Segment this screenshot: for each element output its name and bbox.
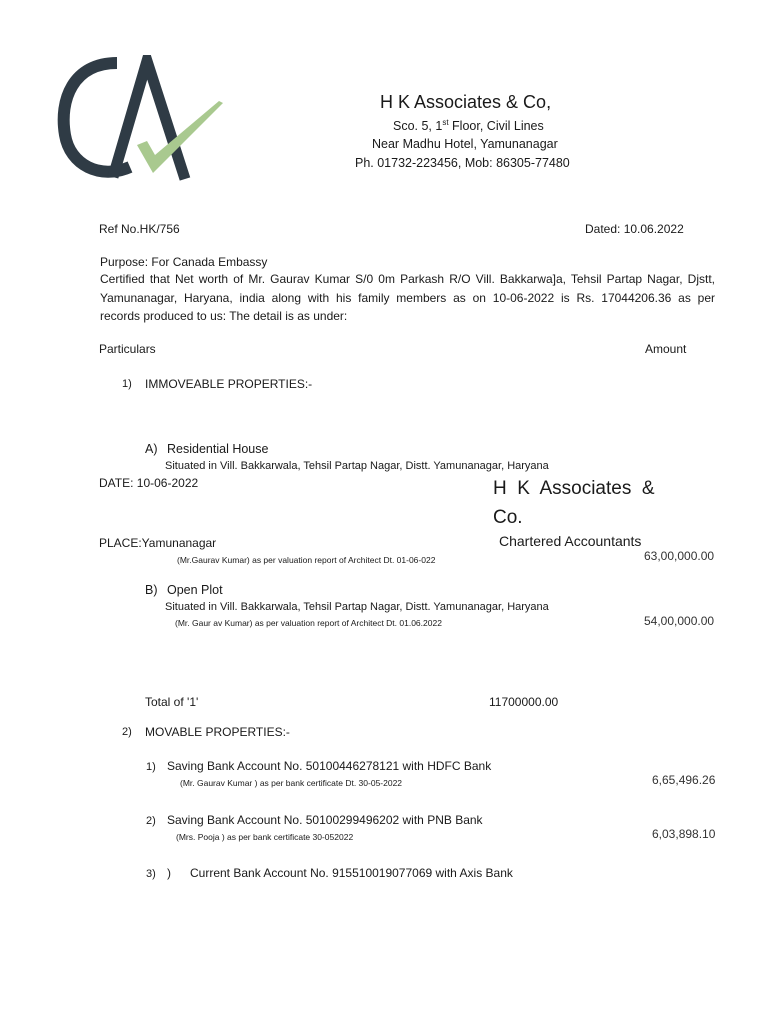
movable-item-2-amount: 6,03,898.10: [652, 827, 716, 841]
section2-number: 2): [122, 726, 132, 738]
movable-item-2-number: 2): [146, 815, 156, 827]
itemB-amount: 54,00,000.00: [644, 614, 715, 628]
movable-item-3-paren: ): [167, 866, 171, 880]
itemA-title: Residential House: [167, 442, 269, 456]
overlay-place: PLACE:Yamunanagar: [99, 536, 217, 550]
certification-line-1: Certified that Net worth of Mr. Gaurav Kumar S/0 0m Parkash R/O Vill. Bakkarwa]a, Tehsil Partap Nagar, Djstt,: [100, 272, 715, 286]
itemA-location: Situated in Vill. Bakkarwala, Tehsil Partap Nagar, Distt. Yamunanagar, Haryana: [165, 460, 549, 472]
firm-phone: Ph. 01732-223456, Mob: 86305-77480: [355, 156, 570, 170]
movable-item-2-title: Saving Bank Account No. 50100299496202 with PNB Bank: [167, 813, 483, 827]
movable-item-1-amount: 6,65,496.26: [652, 773, 716, 787]
movable-item-3-number: 3): [146, 868, 156, 880]
dated: Dated: 10.06.2022: [585, 222, 684, 236]
overlay-firm-line3: Chartered Accountants: [499, 533, 642, 549]
ref-number: Ref No.HK/756: [99, 222, 180, 236]
itemB-label: B): [145, 583, 158, 597]
firm-address-line2: Near Madhu Hotel, Yamunanagar: [372, 137, 558, 151]
certification-line-2: Yamunanagar, Haryana, india along with his family members as on 10-06-2022 is Rs. 17044206.36 as per: [100, 291, 715, 305]
address-superscript: st: [442, 118, 449, 127]
purpose: Purpose: For Canada Embassy: [100, 255, 268, 269]
itemB-note: (Mr. Gaur av Kumar) as per valuation report of Architect Dt. 01.06.2022: [175, 618, 442, 628]
itemA-note: (Mr.Gaurav Kumar) as per valuation report of Architect Dt. 01-06-022: [177, 555, 436, 565]
overlay-date: DATE: 10-06-2022: [99, 476, 199, 490]
itemB-location: Situated in Vill. Bakkarwala, Tehsil Partap Nagar, Distt. Yamunanagar, Haryana: [165, 601, 549, 613]
section1-total-label: Total of '1': [145, 695, 199, 709]
movable-item-1-title: Saving Bank Account No. 50100446278121 with HDFC Bank: [167, 759, 492, 773]
firm-address-line1: [393, 118, 544, 133]
address-suffix: Floor, Civil Lines: [448, 119, 544, 134]
itemA-label: A): [145, 442, 158, 456]
section2-title: MOVABLE PROPERTIES:-: [145, 725, 290, 739]
section1-title: IMMOVEABLE PROPERTIES:-: [145, 377, 313, 391]
certification-line-3: records produced to us: The detail is as under:: [100, 309, 348, 323]
ca-logo: [55, 55, 225, 185]
overlay-firm-line2: Co.: [493, 507, 523, 528]
overlay-firm-line1: H K Associates &: [493, 478, 655, 499]
section1-number: 1): [122, 378, 132, 390]
firm-name: H K Associates & Co,: [380, 92, 552, 112]
movable-item-1-note: (Mr. Gaurav Kumar ) as per bank certificate Dt. 30-05-2022: [180, 778, 403, 788]
movable-item-3-title: Current Bank Account No. 915510019077069 with Axis Bank: [190, 866, 513, 880]
address-prefix: Sco. 5, 1: [393, 119, 443, 134]
itemA-amount: 63,00,000.00: [644, 549, 715, 563]
itemB-title: Open Plot: [167, 583, 223, 597]
section1-total-value: 11700000.00: [489, 695, 559, 709]
movable-item-1-number: 1): [146, 761, 156, 773]
column-particulars: Particulars: [99, 342, 156, 356]
column-amount: Amount: [645, 342, 687, 356]
movable-item-2-note: (Mrs. Pooja ) as per bank certificate 30-052022: [176, 832, 354, 842]
